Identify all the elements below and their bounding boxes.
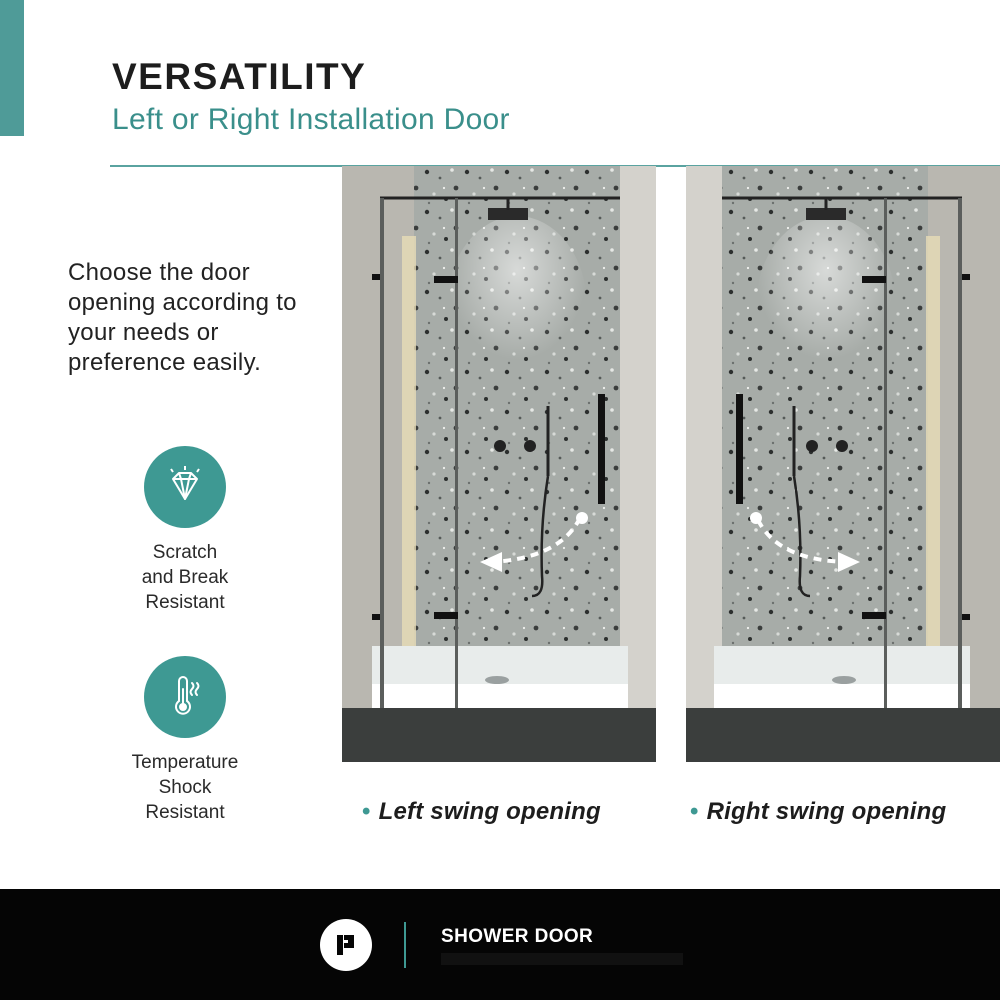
left-swing-photo xyxy=(342,166,656,762)
footer-subtext-bar xyxy=(441,953,683,965)
caption-text: Right swing opening xyxy=(706,798,947,825)
brand-logo-icon xyxy=(320,919,372,971)
page-subtitle: Left or Right Installation Door xyxy=(112,103,510,136)
intro-text: Choose the door opening according to your needs or preference easily. xyxy=(68,259,297,376)
diamond-icon xyxy=(144,446,226,528)
accent-bar xyxy=(0,0,24,136)
page-title: VERSATILITY xyxy=(112,56,367,97)
left-swing-caption xyxy=(362,798,601,826)
caption-text: Left swing opening xyxy=(378,798,601,825)
feature-label: Temperature Shock Resistant xyxy=(131,752,239,823)
footer-divider xyxy=(404,922,406,968)
footer-label: SHOWER DOOR xyxy=(441,926,594,947)
right-swing-photo xyxy=(686,166,1000,762)
thermometer-icon xyxy=(144,656,226,738)
footer xyxy=(0,889,1000,1000)
feature-temperature-resistant xyxy=(85,656,285,825)
feature-label: Scratch and Break Resistant xyxy=(141,542,229,613)
right-swing-caption xyxy=(690,798,946,826)
bullet: • xyxy=(362,798,371,825)
feature-scratch-resistant xyxy=(85,446,285,615)
bullet: • xyxy=(690,798,699,825)
